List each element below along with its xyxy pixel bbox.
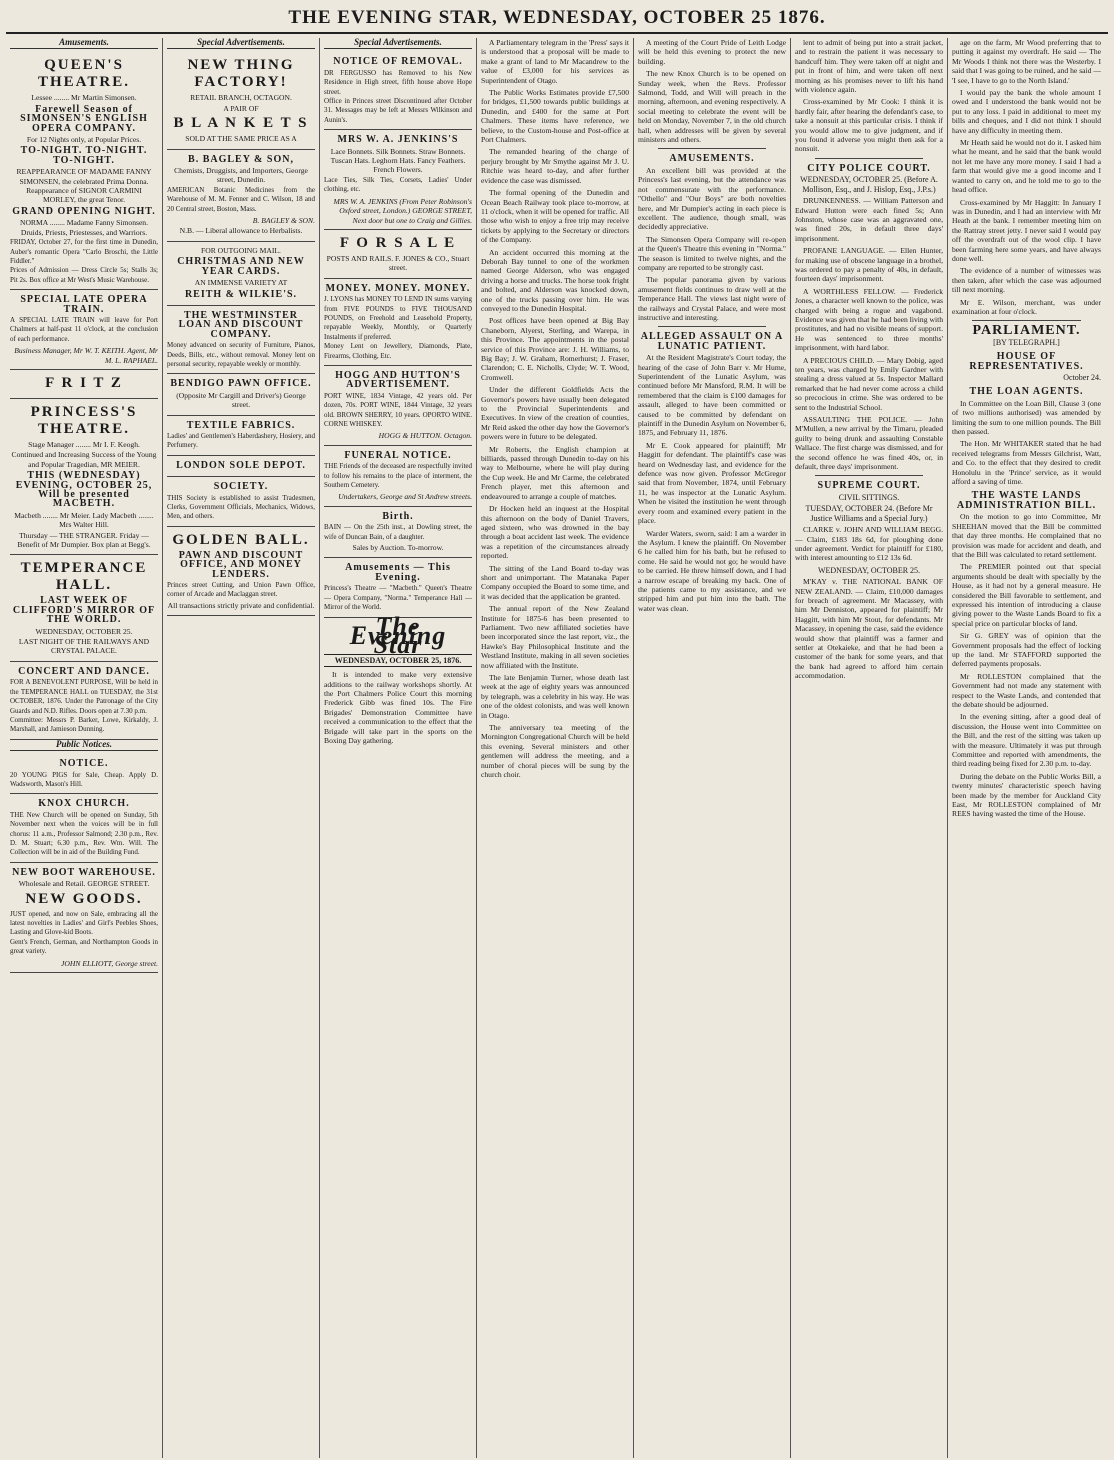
ad-title: NEW GOODS. xyxy=(25,890,143,907)
ad-signature: Undertakers, George and St Andrew streets. xyxy=(338,492,472,502)
dateline: WEDNESDAY, OCTOBER 25, 1876. xyxy=(324,654,472,667)
news-paragraph: The Simonsen Opera Company will re-open at the Queen's Theatre this evening in "Norma." The season is limited to twelve nights, and the company are reported to be strongly cast. xyxy=(638,234,786,272)
article-subheading: TUESDAY, OCTOBER 24. (Before Mr Justice Williams and a Special Jury.) xyxy=(805,504,933,523)
ad-line: THIS (WEDNESDAY) EVENING, OCTOBER 25, Will be presented MACBETH. xyxy=(15,470,153,510)
news-paragraph: lent to admit of being put into a strait jacket, and to restrain the patient it was necessary to handcuff him. They were taken off at night and put in front of him, and were taken off next morning as his promises never to lift his hand with violence again. xyxy=(795,38,943,95)
ad-line: LAST NIGHT OF THE RAILWAYS AND CRYSTAL PALACE. xyxy=(18,637,150,656)
column-5 xyxy=(634,38,791,1458)
ad-title: THE WESTMINSTER LOAN AND DISCOUNT COMPANY. xyxy=(178,309,304,340)
news-paragraph: An accident occurred this morning at the Deborah Bay tunnel to one of the workmen named George Alderson, who was engaged driving a horse and trucks. The horse took fright and bolted, and Alderson was knocked down, one of the trucks passing over him. He was conveyed to the Dunedin Hospital. xyxy=(481,247,629,313)
ad-textile-fabrics xyxy=(167,416,315,456)
news-paragraph: Mr Heath said he would not do it. I asked him what he meant, and he said that the bank would not let me have any more money. I said I had a farm that would give me a good income and I wanted to carry on, and he told me to go to the head office. xyxy=(952,138,1101,195)
ad-signature: HOGG & HUTTON. Octagon. xyxy=(378,431,472,441)
ad-line: FOR A BENEVOLENT PURPOSE, Will be held in the TEMPERANCE HALL on TUESDAY, the 31st OCTOBER, 1876. Under the Patronage of the City Guards and N.D. Rifles. Doors open at 7.30 p.m. xyxy=(10,678,158,715)
news-paragraph: age on the farm, Mr Wood preferring that to putting it against my overdraft. He said — The Mr Woods I think not there was the Westerby. I said that I was going to be ruined, and he said — 'I see, I have to go to the North Island.' xyxy=(952,38,1101,85)
ad-line: JUST opened, and now on Sale, embracing all the latest novelties in Ladies' and Girl's Peebles Shoes, Lasting and Glove-kid Boots. xyxy=(10,909,158,937)
article-heading-parliament: PARLIAMENT. xyxy=(972,323,1081,339)
news-paragraph: DRUNKENNESS. — William Patterson and Edward Hutton were each fined 5s; Ann Johnston, whose case was an aggravated one, was fined 20s, in default three days' imprisonment. xyxy=(795,196,943,243)
ad-golden-ball xyxy=(167,527,315,616)
news-paragraph: The sitting of the Land Board to-day was short and unimportant. The Matanaka Paper Company occupied the Board to some time, and it was decided that the application be granted. xyxy=(481,563,629,601)
news-paragraph: Mr ROLLESTON complained that the Government had not made any statement with respect to the Waste Lands, and contended that the debate should be adjourned. xyxy=(952,671,1101,709)
ad-for-sale xyxy=(324,230,472,279)
section-header-special: Special Advertisements. xyxy=(324,38,472,49)
news-paragraph: During the debate on the Public Works Bill, a twenty minutes' characteristic speech having been made by the member for Auckland City East, Mr ROLLESTON complained of Mr REES having wasted the time of the House. xyxy=(952,771,1101,819)
ad-title: TEXTILE FABRICS. xyxy=(186,419,296,431)
news-paragraph: The late Benjamin Turner, whose death last week at the age of eighty years was announced by telegraph, was a celebrity in his way. He was one of the oldest colonists, and was well known in Otago. xyxy=(481,673,629,720)
article-heading-assault: ALLEGED ASSAULT ON A LUNATIC PATIENT. xyxy=(640,331,784,352)
news-paragraph: The popular panorama given by various amusement fields continues to draw well at the Temperance Hall. The views last night were of the railways and Crystal Palace, and were most instructive and interesting. xyxy=(638,275,786,322)
divider xyxy=(815,475,923,476)
ad-line: AN IMMENSE VARIETY AT xyxy=(194,278,288,288)
ad-title: REITH & WILKIE'S. xyxy=(184,288,298,300)
article-subheading: [BY TELEGRAPH.] xyxy=(993,337,1060,347)
ad-line: A SPECIAL LATE TRAIN will leave for Port Chalmers at half-past 11 o'clock, at the conclusion of each performance. xyxy=(10,315,158,343)
ad-title: SOCIETY. xyxy=(213,481,269,493)
news-paragraph: The new Knox Church is to be opened on Sunday week, when the Revs. Professor Salmond, Todd, and Will will preach in the morning, afternoon, and evening respectively. A social meeting to celebrate the event will be held on Monday, November 7, in the old church hall, when addresses will be given by several ministers and others. xyxy=(638,69,786,145)
article-heading-supreme-court: SUPREME COURT. xyxy=(817,480,921,492)
ad-line: BAIN — On the 25th inst., at Dowling street, the wife of Duncan Bain, of a daughter. xyxy=(324,523,472,541)
ad-title: NEW BOOT WAREHOUSE. xyxy=(12,866,156,878)
ad-title: NOTICE OF REMOVAL. xyxy=(333,56,463,68)
news-paragraph: Warder Waters, sworn, said: I am a warder in the Asylum. I knew the plaintiff. On November 6 he called him for his bath, but he refused to come. He said he would not go; he would have to be carried. He threw himself down, and I had a narrow escape of breaking my back. One of the patients came to my assistance, and we stripped him and put him into the bath. The water was clean. xyxy=(638,528,786,613)
ad-title: HOGG AND HUTTON'S ADVERTISEMENT. xyxy=(335,369,461,391)
ad-opera-train xyxy=(10,290,158,370)
ad-title: SPECIAL LATE OPERA TRAIN. xyxy=(20,294,148,315)
ad-title: LONDON SOLE DEPOT. xyxy=(176,459,306,471)
news-paragraph: The annual report of the New Zealand Institute for 1875-6 has been presented to Parliament. Two new affiliated societies have been incorporated since the last report, viz., the Hawke's Bay Philosophical Institute and the Westland Institute, making in all seven societies now affiliated with the Institute. xyxy=(481,604,629,670)
article-subheading: WEDNESDAY, OCTOBER 25. (Before A. Mollison, Esq., and J. Hislop, Esq., J.P.s.) xyxy=(800,175,938,194)
ad-line: Lace Ties, Silk Ties, Corsets, Ladies' Under clothing, etc. xyxy=(324,175,472,194)
ad-title: FUNERAL NOTICE. xyxy=(344,449,452,461)
news-paragraph: M'KAY v. THE NATIONAL BANK OF NEW ZEALAND. — Claim, £10,000 damages for breach of agreement. Mr Macassey, with him Mr Denniston, appeared for plaintiff; Mr Haggitt, with him Mr Stout, for defendants. Mr Macassey, in opening the case, said the evidence would show that plaintiff was a farmer and settler at Otekaieke, and that he had been a customer of the bank for some years, and that the bank had agreed to afford him certain accommodation. xyxy=(795,577,943,681)
ad-title: NEW THING FACTORY! xyxy=(187,57,295,91)
ad-line: REAPPEARANCE OF MADAME FANNY SIMONSEN, the celebrated Prima Donna. Reappearance of SIGNOR CARMINI MORLEY, the great Tenor. xyxy=(16,167,152,205)
news-paragraph: A Parliamentary telegram in the 'Press' says it is understood that a proposal will be made to make a grant of land to Mr Macandrew to the value of £3,000 for his services as Superintendent of Otago. xyxy=(481,38,629,85)
ad-line: Farewell Season of SIMONSEN'S ENGLISH OPERA COMPANY. xyxy=(20,103,148,134)
news-paragraph: ASSAULTING THE POLICE. — John M'Mullen, a new arrival by the Timaru, pleaded guilty to being drunk and assaulting Constable Wallace. The first charge was dismissed, and for the second offence he was fined 40s, or, in default, three days' imprisonment. xyxy=(795,415,943,472)
ad-title: BENDIGO PAWN OFFICE. xyxy=(170,378,312,390)
ad-title: MRS W. A. JENKINS'S xyxy=(337,134,459,146)
ad-signature: JOHN ELLIOTT, George street. xyxy=(61,958,158,968)
ad-title: TEMPERANCE HALL. xyxy=(20,560,148,594)
ad-notice-pigs xyxy=(10,754,158,794)
ad-money xyxy=(324,279,472,366)
ad-line: DR FERGUSSO has Removed to his New Residence in High street, fifth house above Hope street. xyxy=(324,68,472,96)
column-1 xyxy=(6,38,163,1458)
news-paragraph: The Hon. Mr WHITAKER stated that he had received telegrams from Messrs Gilchrist, Watt, and Co. to the effect that they desired to credit Honolulu in the 'Prince' service, as it would afford a saving of time. xyxy=(952,439,1101,487)
news-paragraph: Mr E. Cook appeared for plaintiff; Mr Haggitt for defendant. The plaintiff's case was heard on Wednesday last, and evidence for the defence was now given. Professor McGregor said that from November, 1874, until February 11, he was inspector at the Lunatic Asylum. When he visited the institution he went through every room and examined every patient in the place. xyxy=(638,440,786,526)
ad-line: TO-NIGHT. TO-NIGHT. TO-NIGHT. xyxy=(20,145,148,166)
news-paragraph: PROFANE LANGUAGE. — Ellen Hunter, for making use of obscene language in a brothel, was ordered to pay a penalty of 40s, in default, fourteen days' imprisonment. xyxy=(795,246,943,284)
leader-paragraph: It is intended to make very extensive additions to the railway workshops shortly. At the Port Chalmers Police Court this morning Frederick Gibb was fined 10s. The Fire Brigades' Demonstration Committee have received a communication to the effect that the Brigade will take part in the sports on the Boxing Day gathering. xyxy=(324,670,472,745)
ad-line: Ladies' and Gentlemen's Haberdashery, Hosiery, and Perfumery. xyxy=(167,431,315,450)
news-paragraph: On the motion to go into Committee, Mr SHEEHAN moved that the Bill be committed that day three months. He complained that no provision was made for accident and death, and that the Bill was calculated to retard settlement. xyxy=(952,512,1101,559)
ad-title: B L A N K E T S xyxy=(173,115,309,132)
ad-line: Princess's Theatre — "Macbeth." Queen's Theatre — Opera Company, "Norma." Temperance Hall — Mirror of the World. xyxy=(324,584,472,612)
ad-line: Chemists, Druggists, and Importers, George street, Dunedin. xyxy=(174,166,308,185)
column-3 xyxy=(320,38,477,1458)
article-heading-police-court: CITY POLICE COURT. xyxy=(807,162,931,174)
news-paragraph: An excellent bill was provided at the Princess's last evening, but the attendance was not commensurate with the performance. "Othello" and "Our Boys" are both novelties here, and Mr Dumpier's acting in each piece is excellent. The audience, though small, was decidedly appreciative. xyxy=(638,165,786,232)
news-paragraph: Cross-examined by Mr Cook: I think it is hardly fair, after hearing the defendant's case, to take a nonsuit at this particular crisis. I think if you would allow me to give judgment, and if you found it adverse you might then ask for a nonsuit. xyxy=(795,97,943,154)
ad-line: For 12 Nights only, at Popular Prices. xyxy=(26,135,142,145)
section-header-special: Special Advertisements. xyxy=(167,38,315,49)
news-paragraph: Cross-examined by Mr Haggitt: In January I was in Dunedin, and I had an interview with Mr Heath at the bank. I remember meeting him on the Rattray street jetty. I never said I would pay off the overdraft out of the wool clip. I have been farming here some years, and have always done well. xyxy=(952,197,1101,263)
section-header-amusements: Amusements. xyxy=(10,38,158,49)
masthead: THE EVENING STAR, WEDNESDAY, OCTOBER 25 1876. xyxy=(6,4,1108,34)
column-4 xyxy=(477,38,634,1458)
ad-line: Office in Princes street Discontinued after October 31. Messages may be left at Messrs Wilkinson and Aunin's. xyxy=(324,97,472,124)
news-paragraph: Sir G. GREY was of opinion that the Government proposals had the effect of locking up the land. Mr STAFFORD supported the deferred payments proposals. xyxy=(952,631,1101,669)
ad-line: Continued and Increasing Success of the Young and Popular Tragedian, MR MEIER. xyxy=(11,450,157,469)
column-6 xyxy=(791,38,948,1458)
divider xyxy=(815,158,923,159)
ad-line: Lace Bonnets. Silk Bonnets. Straw Bonnets. Tuscan Hats. Leghorn Hats. Fancy Feathers. French Flowers. xyxy=(330,146,466,175)
ad-bendigo-pawn xyxy=(167,374,315,415)
divider xyxy=(658,148,766,149)
ad-signature: B. BAGLEY & SON. xyxy=(252,216,315,226)
ad-princess-theatre xyxy=(10,399,158,555)
ad-line: LAST WEEK OF CLIFFORD'S MIRROR OF THE WORLD. xyxy=(12,595,156,626)
ad-title: GOLDEN BALL. xyxy=(172,531,310,548)
ad-christmas-cards xyxy=(167,242,315,306)
ad-funeral-notice xyxy=(324,446,472,507)
ad-title: PRINCESS'S THEATRE. xyxy=(30,403,138,437)
ad-knox-church xyxy=(10,794,158,862)
ad-line: FRIDAY, October 27, for the first time in Dunedin, Auber's romantic Opera "Carlo Broschi, the Little Fiddler." xyxy=(10,238,158,265)
news-paragraph: The PREMIER pointed out that special arguments should be dealt with specially by the House, as it had not by a general measure. He considered the Bill favorable to settlement, and expressed his intention of introducing a clause giving power to the Waste Lands Board to fix a special price on particular blocks of land. xyxy=(952,562,1101,628)
ad-line: N.B. — Liberal allowance to Herbalists. xyxy=(179,226,303,236)
ad-line: Macbeth ........ Mr Meier. Lady Macbeth ........ Mrs Walter Hill. xyxy=(14,510,154,530)
ad-line: Committee: Messrs P. Barker, Lowe, Kirkaldy, J. Marshall, and Jamieson Dunning. xyxy=(10,715,158,734)
news-paragraph: The remanded hearing of the charge of perjury brought by Mr Smythe against Mr J. U. Ritchie was heard to-day, and after further evidence the case was dismissed. xyxy=(481,147,629,185)
ad-line: AMERICAN Botanic Medicines from the Warehouse of M. M. Fenner and C. Wilson, 18 and 20 Central street, Boston, Mass. xyxy=(167,185,315,213)
article-heading-amusements: AMUSEMENTS. xyxy=(669,153,755,165)
ad-line: Stage Manager ........ Mr I. F. Keogh. xyxy=(28,439,140,449)
news-paragraph: Dr Hocken held an inquest at the Hospital this afternoon on the body of Daniel Travers, aged sixteen, who was drowned in the bay through a boat accident last week. The evidence was a repetition of the circumstances already reported. xyxy=(481,504,629,561)
ad-line: All transactions strictly private and confidential. xyxy=(167,600,315,610)
ad-line: GRAND OPENING NIGHT. xyxy=(12,205,156,217)
news-paragraph: I would pay the bank the whole amount I owed and I understood the bank would not be put to any loss. I paid in additional to meet my bills and cheques, and I did not think I should have any difficulty in meeting them. xyxy=(952,88,1101,135)
news-paragraph: The formal opening of the Dunedin and Ocean Beach Railway took place to-morrow, at 11 o'clock, when it will be opened for traffic. All those who wish to enjoy a free trip may receive tickets by applying to the Secretary or directors of the Company. xyxy=(481,188,629,245)
ad-temperance-hall xyxy=(10,555,158,661)
article-heading-waste-lands: THE WASTE LANDS ADMINISTRATION BILL. xyxy=(956,490,1097,511)
ad-title: F O R S A L E xyxy=(339,234,457,251)
ad-title: QUEEN'S THEATRE. xyxy=(38,57,130,91)
ad-society xyxy=(167,477,315,527)
ad-line: Sales by Auction. To-morrow. xyxy=(352,543,444,553)
ad-new-thing xyxy=(167,52,315,149)
columns xyxy=(6,38,1108,1458)
ad-line: THE New Church will be opened on Sunday, 5th November next when the voices will be in full chorus: 11 a.m., Professor Salmond; 2.30 p.m., Rev. D. M. Stuart; 6.30 p.m., Rev. Wm. Will. The Collection will be in aid of the Building Fund. xyxy=(10,810,158,857)
news-paragraph: Mr E. Wilson, merchant, was under examination at four o'clock. xyxy=(952,297,1101,316)
ad-queens-theatre xyxy=(10,52,158,290)
ad-jenkins xyxy=(324,130,472,230)
ad-signature: MRS W. A. JENKINS (From Peter Robinson's Oxford street, London.) GEORGE STREET, Next door but one to Craig and Gillies. xyxy=(333,196,472,225)
news-paragraph: A PRECIOUS CHILD. — Mary Dobig, aged ten years, was charged by Emily Gardner with stealing a dress valued at 5s. Inspector Mallard remarked that he had never come across a child so precocious in crime. She was ordered to be sent to the Industrial School. xyxy=(795,355,943,412)
news-paragraph: A meeting of the Court Pride of Leith Lodge will be held this evening to protect the new building. xyxy=(638,38,786,66)
ad-title: CHRISTMAS AND NEW YEAR CARDS. xyxy=(177,256,305,277)
ad-line: THE Friends of the deceased are respectfully invited to follow his remains to the place of interment, the Southern Cemetery. xyxy=(324,462,472,490)
paper-nameplate: The Evening Star xyxy=(349,611,447,660)
ad-line: (Opposite Mr Cargill and Driver's) George street. xyxy=(176,390,306,410)
ad-line: Money advanced on security of Furniture, Pianos, Deeds, Bills, etc., without removal. Money lent on personal security, repayable weekly or monthly. xyxy=(167,341,315,368)
ad-line: PORT WINE, 1834 Vintage, 42 years old. Per dozen, 70s. PORT WINE, 1844 Vintage, 32 years old. BROWN SHERRY, 10 years. OPORTO WINE. CORNE WHISKEY. xyxy=(324,391,472,428)
ad-title: Birth. xyxy=(382,510,414,522)
news-paragraph: In Committee on the Loan Bill, Clause 3 (one of two millions authorised) was amended by limiting the sum to one million pounds. The Bill then passed. xyxy=(952,398,1101,437)
news-paragraph: The Public Works Estimates provide £7,500 for bridges, £1,500 towards public buildings at Dunedin, and £400 for the same at Port Chalmers. These items have reference, we believe, to the Custom-house and Post-office at Port Chalmers. xyxy=(481,88,629,145)
article-subheading: WEDNESDAY, OCTOBER 25. xyxy=(817,565,921,575)
news-paragraph: Mr Roberts, the English champion at billiards, passed through Dunedin to-day on his way to Melbourne, where he will play during the Cup week. He and Mr Carme, the celebrated French player, met this afternoon and endeavoured to arrange a couple of matches. xyxy=(481,444,629,501)
news-paragraph: A WORTHLESS FELLOW. — Frederick Jones, a character well known to the police, was charged with being a rogue and vagabond. Evidence was given that he had been living with prostitutes, and had no visible means of support. He was sentenced to three months' imprisonment, with hard labor. xyxy=(795,286,943,353)
ad-line: NORMA ........ Madame Fanny Simonsen. Druids, Priests, Priestesses, and Warriors. xyxy=(19,218,149,237)
ad-title: KNOX CHURCH. xyxy=(38,798,130,810)
ad-line: Wholesale and Retail. GEORGE STREET. xyxy=(18,879,150,889)
ad-amusements-evening xyxy=(324,558,472,617)
news-paragraph: In the evening sitting, after a good deal of discussion, the House went into Committee on the Bill, and the rest of the sitting was taken up with the measure. Ultimately it was put through Committee and reported with amendments, the third reading being fixed for 2.30 p.m. to-day. xyxy=(952,712,1101,769)
ad-title: NOTICE. xyxy=(59,758,109,770)
ad-line: Money Lent on Jewellery, Diamonds, Plate, Firearms, Clothing, Etc. xyxy=(324,342,472,360)
ad-line: 20 YOUNG PIGS for Sale, Cheap. Apply D. Wadsworth, Mason's Hill. xyxy=(10,770,158,788)
ad-title: F R I T Z xyxy=(45,374,123,391)
ad-concert xyxy=(10,662,158,740)
article-subheading: CIVIL SITTINGS. xyxy=(838,492,900,502)
article-heading-loan-agents: THE LOAN AGENTS. xyxy=(969,386,1084,398)
ad-hogg-hutton xyxy=(324,366,472,446)
ad-line: Princes street Cutting, and Union Pawn Office, corner of Arcade and Maclaggan street. xyxy=(167,581,315,599)
ad-signature: Business Manager, Mr W. T. KEITH. Agent, Mr M. L. RAPHAEL. xyxy=(14,346,158,365)
ad-line: Thursday — THE STRANGER. Friday — Benefit of Mr Dumpier. Box plan at Begg's. xyxy=(17,530,151,550)
ad-line: PAWN AND DISCOUNT OFFICE, AND MONEY LENDERS. xyxy=(178,549,304,580)
ad-line: RETAIL BRANCH, OCTAGON. xyxy=(190,93,292,103)
ad-removal xyxy=(324,52,472,130)
ad-birth xyxy=(324,507,472,559)
column-2 xyxy=(163,38,320,1458)
ad-boot-warehouse xyxy=(10,863,158,973)
ad-line: Prices of Admission — Dress Circle 5s; Stalls 3s; Pit 2s. Box office at Mr West's Music Warehouse. xyxy=(10,266,158,284)
divider xyxy=(972,320,1081,321)
ad-line: J. LYONS has MONEY TO LEND IN sums varying from FIVE POUNDS to FIVE THOUSAND POUNDS, on Freehold and Leasehold Property, repayable Weekly, Monthly, or Quarterly Instalments if preferred. xyxy=(324,295,472,341)
ad-line: THIS Society is established to assist Tradesmen, Clerks, Government Officials, Mechanics, Widows, Men, and others. xyxy=(167,493,315,521)
ad-fritz xyxy=(10,370,158,399)
article-heading-house: HOUSE OF REPRESENTATIVES. xyxy=(969,351,1084,372)
ad-london-depot xyxy=(167,456,315,477)
ad-title: Amusements — This Evening. xyxy=(345,562,451,583)
ad-title: CONCERT AND DANCE. xyxy=(18,665,150,677)
ad-bagley xyxy=(167,150,315,242)
ad-title: B. BAGLEY & SON, xyxy=(188,153,294,165)
news-paragraph: At the Resident Magistrate's Court today, the hearing of the case of John Barr v. Mr Hume, Superintendent of the Lunatic Asylum, was continued before Mr Mansford, R.M. It will be remembered that the claim is £100 damages for assault, alleged to have been committed or caused to be committed by defendant on plaintiff in the Dunedin Asylum on November 6, 1875, and February 11, 1876. xyxy=(638,353,786,438)
news-paragraph: The evidence of a number of witnesses was then taken, after which the case was adjourned till next morning. xyxy=(952,266,1101,295)
ad-title: MONEY. MONEY. MONEY. xyxy=(325,282,471,294)
column-7 xyxy=(948,38,1105,1458)
news-paragraph: The anniversary tea meeting of the Mornington Congregational Church will be held this evening. Several ministers and other gentlemen will address the meeting, and a number of choral pieces will be sung by the church choir. xyxy=(481,723,629,780)
ad-line: Lessee ........ Mr Martin Simonsen. xyxy=(31,93,137,103)
ad-line: WEDNESDAY, OCTOBER 25. xyxy=(35,626,133,636)
news-paragraph: Post offices have been opened at Big Bay Chaneborn, Alyerst, Sterling, and Warepa, in this Province. The appointments in the postal service of this Province are: J. H. Williams, to Big Bay; J. W. Graham, Romerhurst; J. Fraser, Clarendon; C. E. Nicholls, Clyde; W. T. Wood, Cromwell. xyxy=(481,316,629,382)
ad-westminster-loan xyxy=(167,306,315,374)
ad-line: SOLD AT THE SAME PRICE AS A xyxy=(185,134,297,144)
article-date: October 24. xyxy=(1063,373,1101,382)
ad-line: FOR OUTGOING MAIL. xyxy=(201,245,281,255)
ad-line: Gent's French, German, and Northampton Goods in great variety. xyxy=(10,937,158,956)
section-header-notices: Public Notices. xyxy=(10,740,158,751)
news-paragraph: Under the different Goldfields Acts the Governor's powers have usually been delegated to the Provincial Superintendents and Executives. In view of the creation of counties, Mr Reid asked the other day how the Governor's powers were in future to be delegated. xyxy=(481,385,629,442)
ad-line: A PAIR OF xyxy=(223,103,259,113)
divider xyxy=(658,326,766,327)
ad-line: POSTS AND RAILS. F. JONES & CO., Stuart street. xyxy=(326,253,470,273)
news-paragraph: CLARKE v. JOHN AND WILLIAM BEGG. — Claim, £183 18s 6d, for ploughing done under agreement. Verdict for plaintiff for £180, with interest amounting to £12 13s 6d. xyxy=(795,525,943,563)
